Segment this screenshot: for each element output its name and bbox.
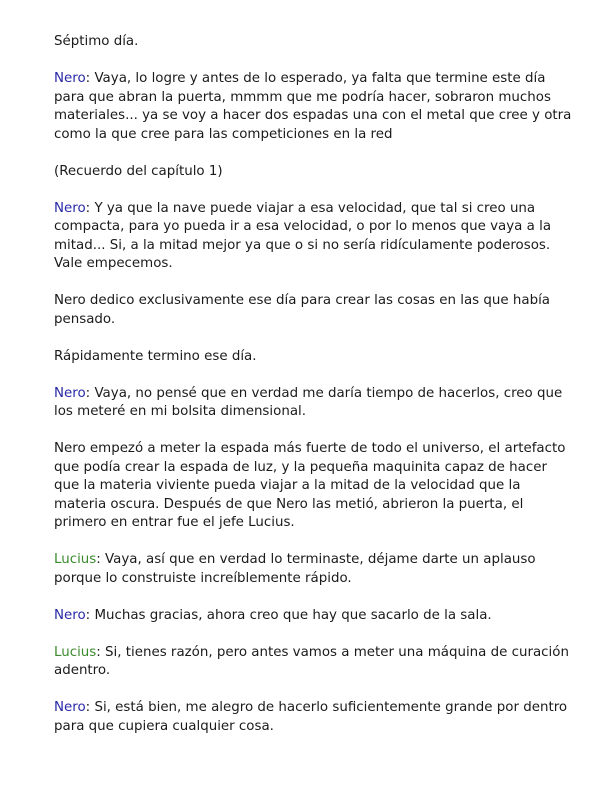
speaker-name-nero: Nero <box>54 607 86 623</box>
dialogue-text: : Vaya, así que en verdad lo terminaste, déjame darte un aplauso porque lo construiste increíblemente rápido. <box>54 552 536 586</box>
narration-paragraph <box>54 348 572 367</box>
paragraph-text: Nero empezó a meter la espada más fuerte de todo el universo, el artefacto que podía crear la espada de luz, y la pequeña maquinita capaz de hacer que la materia viviente pueda viajar a la mitad de la velocidad que la materia oscura. Después de que Nero las metió, abrieron la puerta, el primero en entrar fue el jefe Lucius. <box>54 441 566 530</box>
paragraph-text: Séptimo día. <box>54 34 139 49</box>
speaker-name-nero: Nero <box>54 385 86 401</box>
dialogue-paragraph <box>54 200 572 274</box>
speaker-name-nero: Nero <box>54 71 86 86</box>
dialogue-paragraph <box>54 644 572 681</box>
dialogue-text: : Y ya que la nave puede viajar a esa velocidad, que tal si creo una compacta, para yo pueda ir a esa velocidad, o por lo menos que vaya a la mitad... Si, a la mitad mejor ya que o si no sería ridículamente poderosos. Vale empecemos. <box>54 200 552 271</box>
speaker-name-nero: Nero <box>54 200 86 216</box>
dialogue-paragraph <box>54 385 572 422</box>
dialogue-paragraph <box>54 551 572 588</box>
paragraph-text: Nero dedico exclusivamente ese día para crear las cosas en las que había pensado. <box>54 293 551 327</box>
dialogue-text: : Si, está bien, me alegro de hacerlo suficientemente grande por dentro para que cupiera cualquier cosa. <box>54 700 568 734</box>
dialogue-paragraph <box>54 70 572 144</box>
paragraph-heading <box>54 33 572 52</box>
dialogue-paragraph <box>54 607 572 626</box>
dialogue-text: : Muchas gracias, ahora creo que hay que sacarlo de la sala. <box>85 607 492 623</box>
speaker-name-lucius: Lucius <box>54 552 97 567</box>
speaker-name-nero: Nero <box>54 700 86 715</box>
dialogue-text: : Si, tienes razón, pero antes vamos a meter una máquina de curación adentro. <box>54 644 569 678</box>
dialogue-paragraph <box>54 699 572 736</box>
narration-paragraph <box>54 440 572 533</box>
narration-paragraph <box>54 163 572 182</box>
speaker-name-lucius: Lucius <box>54 644 97 660</box>
dialogue-text: : Vaya, lo logre y antes de lo esperado, ya falta que termine este día para que abran la puerta, mmmm que me podría hacer, sobraron muchos materiales... ya se voy a hacer dos espadas una con el metal que cree y otra como la que cree para las competiciones en la red <box>54 71 572 142</box>
narration-paragraph <box>54 292 572 329</box>
paragraph-text: (Recuerdo del capítulo 1) <box>54 163 223 179</box>
dialogue-text: : Vaya, no pensé que en verdad me daría tiempo de hacerlos, creo que los meteré en mi bolsita dimensional. <box>54 385 563 419</box>
paragraph-text: Rápidamente termino ese día. <box>54 348 257 364</box>
